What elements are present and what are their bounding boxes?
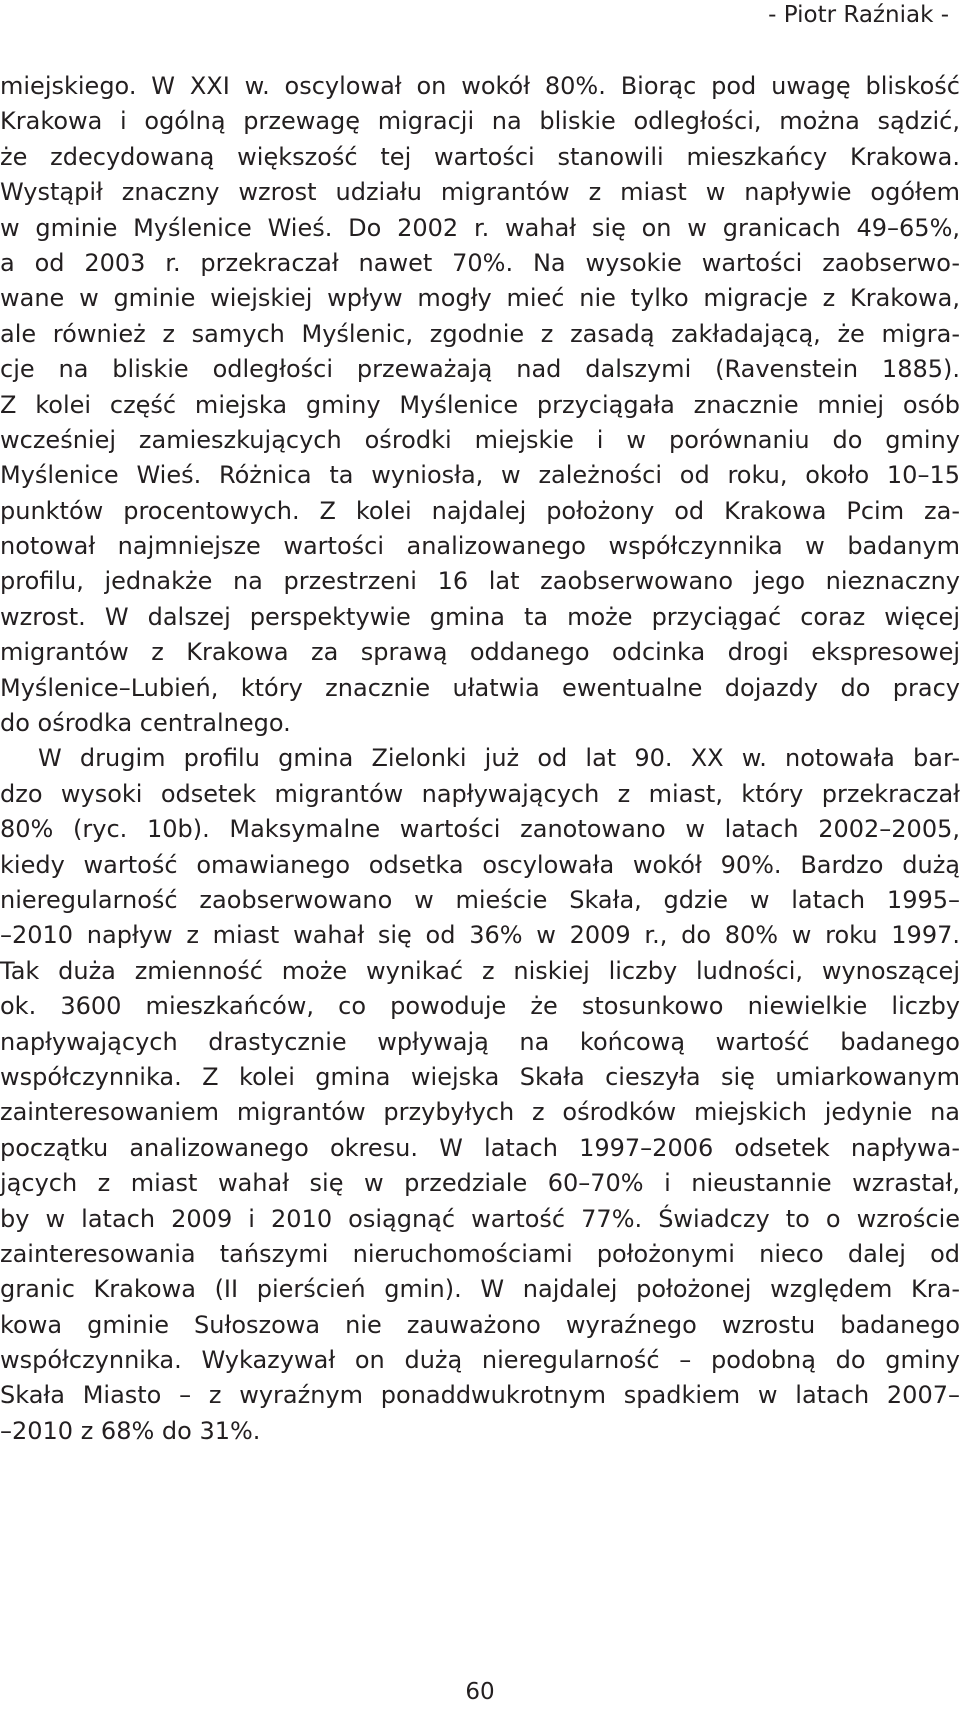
text-line: a od 2003 r. przekraczał nawet 70%. Na wysokie wartości zaobserwo- [0,248,960,277]
text-line: –2010 z 68% do 31%. [0,1416,261,1445]
text-line: punktów procentowych. Z kolei najdalej położony od Krakowa Pcim za- [0,496,960,525]
text-line: jących z miast wahał się w przedziale 60–70% i nieustannie wzrastał, [0,1169,960,1198]
text-line: wane w gminie wiejskiej wpływ mogły mieć nie tylko migracje z Krakowa, [0,284,960,313]
text-line: migrantów z Krakowa za sprawą oddanego odcinka drogi ekspresowej [0,638,960,667]
text-line: Krakowa i ogólną przewagę migracji na bliskie odległości, można sądzić, [0,107,960,136]
text-line: Z kolei część miejska gminy Myślenice przyciągała znacznie mniej osób [0,390,960,419]
text-line: dzo wysoki odsetek migrantów napływających z miast, który przekraczał [0,779,960,808]
text-line: Skała Miasto – z wyraźnym ponaddwukrotnym spadkiem w latach 2007– [0,1381,960,1410]
text-line: notował najmniejsze wartości analizowanego współczynnika w badanym [0,532,960,561]
text-line: wzrost. W dalszej perspektywie gmina ta może przyciągać coraz więcej [0,602,960,631]
text-line: W drugim profilu gmina Zielonki już od lat 90. XX w. notowała bar- [38,744,960,773]
page-number: 60 [465,1679,495,1705]
text-line: nieregularność zaobserwowano w mieście Skała, gdzie w latach 1995– [0,885,960,914]
text-line: ok. 3600 mieszkańców, co powoduje że stosunkowo niewielkie liczby [0,992,960,1021]
text-line: Myślenice–Lubień, który znacznie ułatwia ewentualne dojazdy do pracy [0,673,960,702]
text-line: Wystąpił znaczny wzrost udziału migrantów z miast w napływie ogółem [0,178,960,207]
text-line: do ośrodka centralnego. [0,709,291,738]
body-text [0,69,960,1449]
text-line: kowa gminie Sułoszowa nie zauważono wyraźnego wzrostu badanego [0,1310,960,1339]
text-line: 80% (ryc. 10b). Maksymalne wartości zanotowano w latach 2002–2005, [0,815,960,844]
text-line: Myślenice Wieś. Różnica ta wyniosła, w zależności od roku, około 10–15 [0,461,960,490]
running-head: - Piotr Raźniak - [768,2,949,28]
text-line: kiedy wartość omawianego odsetka oscylowała wokół 90%. Bardzo dużą [0,850,960,879]
text-line: w gminie Myślenice Wieś. Do 2002 r. wahał się on w granicach 49–65%, [0,213,960,242]
text-line: napływających drastycznie wpływają na końcową wartość badanego [0,1027,960,1056]
text-line: wcześniej zamieszkujących ośrodki miejskie i w porównaniu do gminy [0,425,960,454]
text-line: by w latach 2009 i 2010 osiągnąć wartość 77%. Świadczy to o wzroście [0,1204,960,1233]
text-line: cje na bliskie odległości przeważają nad dalszymi (Ravenstein 1885). [0,355,960,384]
text-line: początku analizowanego okresu. W latach 1997–2006 odsetek napływa- [0,1133,960,1162]
text-line: zainteresowania tańszymi nieruchomościami położonymi nieco dalej od [0,1239,960,1268]
text-line: profilu, jednakże na przestrzeni 16 lat zaobserwowano jego nieznaczny [0,567,960,596]
text-line: zainteresowaniem migrantów przybyłych z ośrodków miejskich jedynie na [0,1098,960,1127]
text-line: że zdecydowaną większość tej wartości stanowili mieszkańcy Krakowa. [0,142,960,171]
text-line: współczynnika. Z kolei gmina wiejska Skała cieszyła się umiarkowanym [0,1062,960,1091]
text-line: miejskiego. W XXI w. oscylował on wokół 80%. Biorąc pod uwagę bliskość [0,72,960,100]
text-line: współczynnika. Wykazywał on dużą nieregularność – podobną do gminy [0,1346,960,1375]
text-line: –2010 napływ z miast wahał się od 36% w 2009 r., do 80% w roku 1997. [0,921,960,950]
text-line: Tak duża zmienność może wynikać z niskiej liczby ludności, wynoszącej [0,956,960,985]
text-line: granic Krakowa (II pierścień gmin). W najdalej położonej względem Kra- [0,1275,960,1304]
text-line: ale również z samych Myślenic, zgodnie z zasadą zakładającą, że migra- [0,319,960,348]
